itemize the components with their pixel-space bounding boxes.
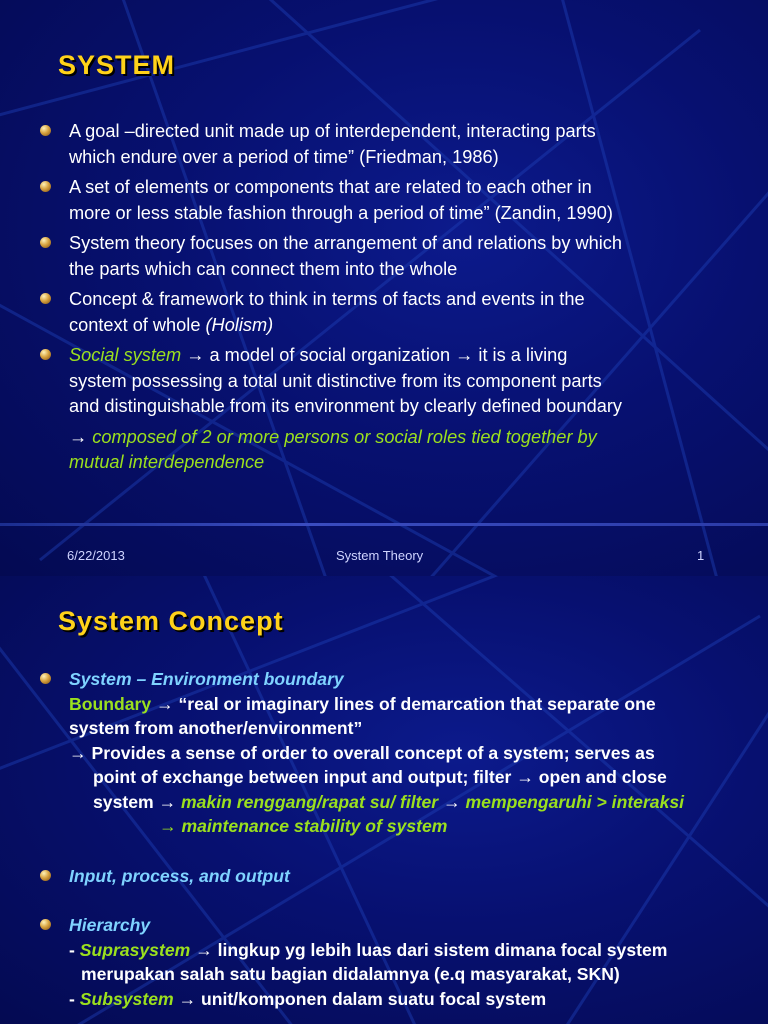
list-item <box>40 287 740 338</box>
bullet-icon <box>40 919 51 930</box>
bullet-text: → a model of social organization → it is a living <box>181 345 568 365</box>
bullet-text: which endure over a period of time” (Friedman, 1986) <box>69 146 499 167</box>
boundary-heading: System – Environment boundary <box>69 669 344 689</box>
bullet-list <box>40 667 740 1011</box>
dash-text: - <box>69 939 80 960</box>
footer-page-number: 1 <box>697 548 705 563</box>
bullet-text: merupakan salah satu bagian didalamnya (e.q masyarakat, SKN) <box>81 964 620 984</box>
filter-note: makin renggang/rapat su/ filter <box>181 791 439 812</box>
list-item-boundary <box>40 667 740 839</box>
bullet-icon <box>40 125 51 136</box>
footer-title: System Theory <box>336 548 424 563</box>
list-item <box>40 175 740 226</box>
bullet-text: → lingkup yg lebih luas dari sistem dimana focal system <box>190 939 668 960</box>
social-system-definition: composed of 2 or more persons or social roles tied together by <box>92 426 597 447</box>
footer-date: 6/22/2013 <box>67 548 125 563</box>
stability-note: → maintenance stability of system <box>159 816 448 836</box>
list-item-hierarchy <box>40 913 740 1011</box>
boundary-term: Boundary <box>69 693 152 714</box>
bullet-icon <box>40 237 51 248</box>
subsystem-term: Subsystem <box>79 988 174 1009</box>
bullet-text: A goal –directed unit made up of interdependent, interacting parts <box>69 121 596 141</box>
bullet-text: → “real or imaginary lines of demarcation that separate one <box>151 693 656 714</box>
slide-system-concept <box>0 576 768 1024</box>
bullet-text: system → <box>93 791 182 812</box>
list-item-io <box>40 864 740 889</box>
bullet-text: point of exchange between input and output; filter → open and close <box>93 767 667 787</box>
bullet-text: Concept & framework to think in terms of facts and events in the <box>69 289 585 309</box>
interaction-note: mempengaruhi > interaksi <box>465 791 685 812</box>
bullet-text: → Provides a sense of order to overall concept of a system; serves as <box>69 742 655 763</box>
bullet-text: A set of elements or components that are related to each other in <box>69 177 592 197</box>
bullet-text: → unit/komponen dalam suatu focal system <box>173 988 547 1009</box>
footer-divider <box>0 523 768 526</box>
arrow-text: → <box>438 791 466 812</box>
bullet-text: system from another/environment” <box>69 718 363 738</box>
bullet-text: system possessing a total unit distinctive from its component parts <box>69 370 602 391</box>
arrow-text: → <box>69 426 93 447</box>
hierarchy-heading: Hierarchy <box>69 915 151 935</box>
list-item-social-system <box>40 343 740 476</box>
social-system-definition: mutual interdependence <box>69 452 265 472</box>
bullet-text-plain: context of whole <box>69 314 206 335</box>
bullet-text: and distinguishable from its environment by clearly defined boundary <box>69 396 623 416</box>
bullet-text <box>69 313 740 339</box>
social-system-term: Social system <box>69 345 182 365</box>
bullet-icon <box>40 673 51 684</box>
dash-text: - <box>69 988 80 1009</box>
holism-term: (Holism) <box>205 314 274 335</box>
list-item <box>40 231 740 282</box>
bullet-text: System theory focuses on the arrangement of and relations by which <box>69 233 622 253</box>
bullet-list <box>40 119 740 481</box>
bullet-text: more or less stable fashion through a period of time” (Zandin, 1990) <box>69 202 613 223</box>
slide-title: SYSTEM <box>58 50 176 80</box>
bullet-icon <box>40 181 51 192</box>
bullet-icon <box>40 293 51 304</box>
list-item <box>40 119 740 170</box>
io-heading: Input, process, and output <box>69 865 290 886</box>
bullet-icon <box>40 349 51 360</box>
bullet-text: the parts which can connect them into the whole <box>69 258 458 279</box>
suprasystem-term: Suprasystem <box>79 939 191 960</box>
bullet-icon <box>40 870 51 881</box>
slide-title: System Concept <box>58 606 284 636</box>
